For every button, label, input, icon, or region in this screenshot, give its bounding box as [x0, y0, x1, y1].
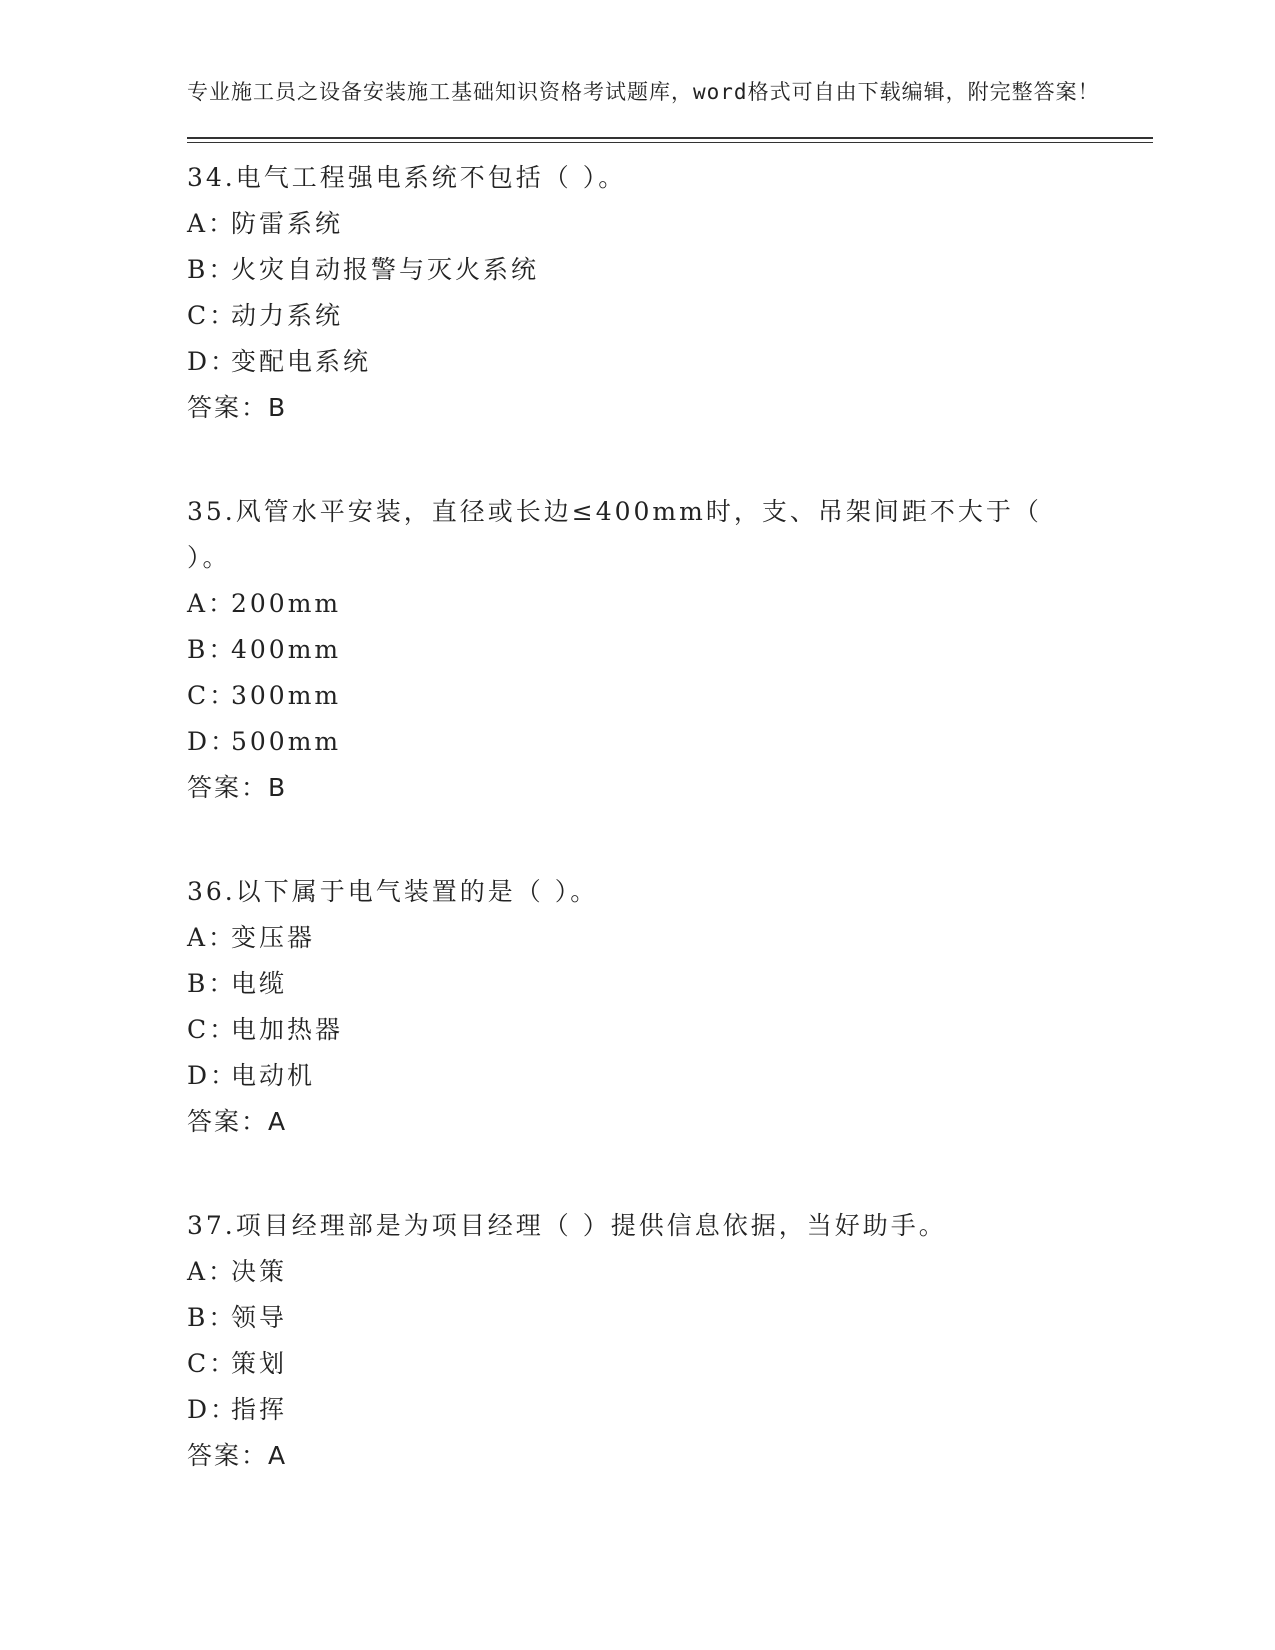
option-label: B：: [187, 969, 237, 998]
option-d: [187, 1053, 1153, 1099]
option-b: [187, 1295, 1153, 1341]
answer-line: 答案：B: [187, 393, 288, 422]
option-text: 500mm: [231, 727, 342, 756]
option-text: 防雷系统: [231, 209, 344, 238]
option-text: 指挥: [231, 1395, 288, 1424]
option-label: C：: [187, 681, 238, 710]
option-text: 领导: [231, 1303, 288, 1332]
option-d: [187, 339, 1153, 385]
option-label: D：: [187, 1395, 239, 1424]
document-header: 专业施工员之设备安装施工基础知识资格考试题库，word格式可自由下载编辑，附完整答案！: [187, 80, 1100, 104]
question-36: [187, 869, 1153, 1145]
answer-line: 答案：B: [187, 773, 288, 802]
option-b: [187, 961, 1153, 1007]
option-b: [187, 627, 1153, 673]
option-text: 300mm: [231, 681, 342, 710]
header-divider-secondary: [187, 142, 1153, 143]
option-label: C：: [187, 1349, 238, 1378]
option-label: B：: [187, 255, 237, 284]
option-text: 电加热器: [231, 1015, 344, 1044]
option-text: 变配电系统: [231, 347, 372, 376]
option-a: [187, 201, 1153, 247]
option-label: C：: [187, 301, 238, 330]
option-text: 变压器: [231, 923, 316, 952]
option-text: 电动机: [231, 1061, 316, 1090]
option-label: D：: [187, 1061, 239, 1090]
option-c: [187, 293, 1153, 339]
question-35: [187, 489, 1153, 811]
option-a: [187, 581, 1153, 627]
question-stem: 37.项目经理部是为项目经理（ ）提供信息依据，当好助手。: [187, 1211, 947, 1240]
question-37: [187, 1203, 1153, 1479]
option-label: B：: [187, 1303, 237, 1332]
option-c: [187, 1341, 1153, 1387]
header-divider: [187, 137, 1153, 139]
option-text: 火灾自动报警与灭火系统: [231, 255, 540, 284]
question-stem: 36.以下属于电气装置的是（ ）。: [187, 877, 599, 906]
question-34: [187, 155, 1153, 431]
option-label: A：: [187, 1257, 237, 1286]
option-label: A：: [187, 209, 237, 238]
option-label: D：: [187, 727, 239, 756]
option-c: [187, 673, 1153, 719]
document-page: [187, 0, 1153, 1479]
option-d: [187, 1387, 1153, 1433]
option-label: D：: [187, 347, 239, 376]
option-text: 策划: [231, 1349, 288, 1378]
option-text: 400mm: [231, 635, 342, 664]
option-label: A：: [187, 923, 237, 952]
option-label: B：: [187, 635, 237, 664]
option-c: [187, 1007, 1153, 1053]
answer-line: 答案：A: [187, 1107, 288, 1136]
option-a: [187, 915, 1153, 961]
option-a: [187, 1249, 1153, 1295]
question-stem: 35.风管水平安装，直径或长边≤400mm时，支、吊架间距不大于（ ）。: [187, 497, 1042, 572]
option-text: 电缆: [231, 969, 288, 998]
option-b: [187, 247, 1153, 293]
option-label: A：: [187, 589, 237, 618]
answer-line: 答案：A: [187, 1441, 288, 1470]
question-stem: 34.电气工程强电系统不包括（ ）。: [187, 163, 627, 192]
option-label: C：: [187, 1015, 238, 1044]
option-text: 200mm: [231, 589, 342, 618]
option-text: 动力系统: [231, 301, 344, 330]
option-d: [187, 719, 1153, 765]
option-text: 决策: [231, 1257, 288, 1286]
